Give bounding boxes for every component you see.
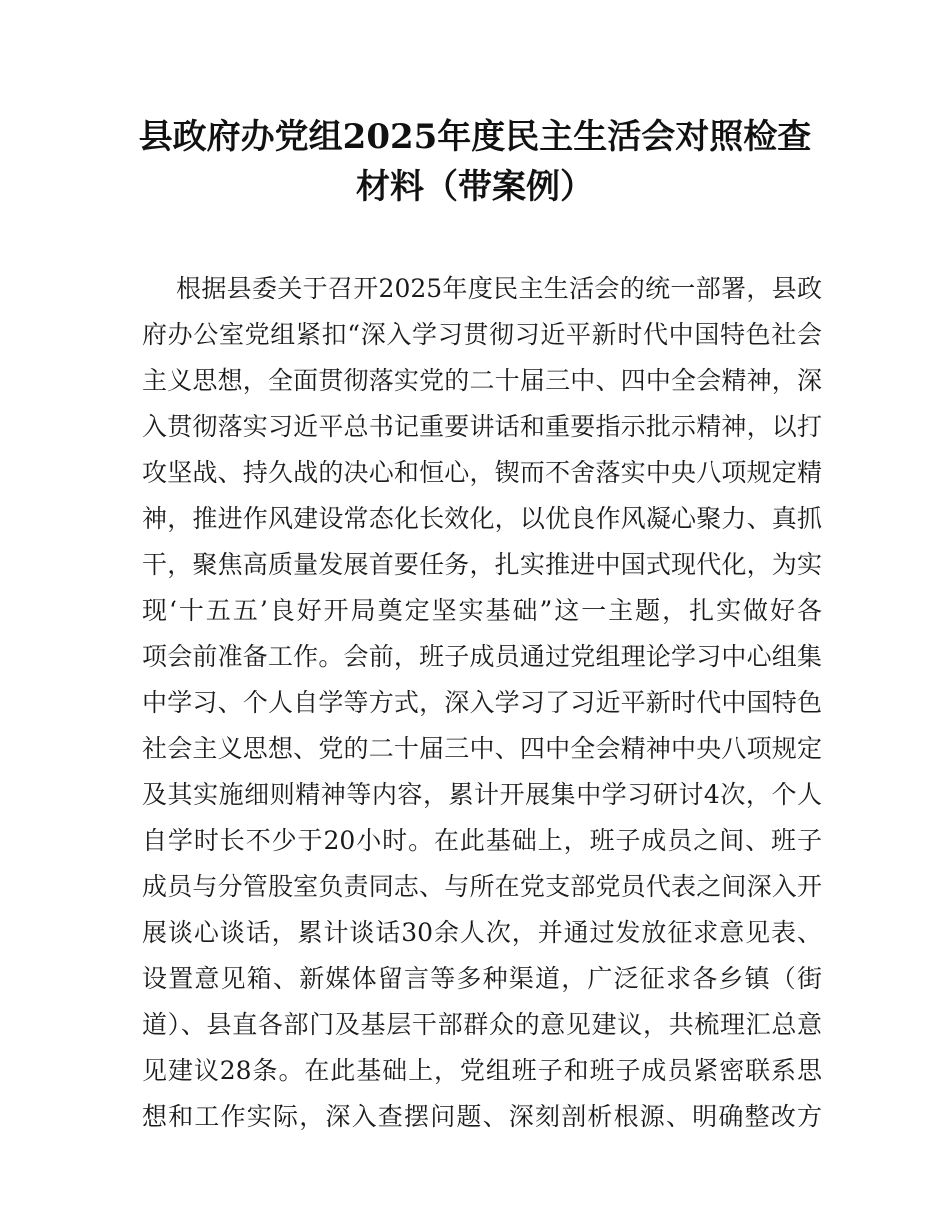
paragraph-line: 现‘十五五’良好开局奠定坚实基础”这一主题，扎实做好各 <box>142 596 822 625</box>
paragraph-line: 及其实施细则精神等内容，累计开展集中学习研讨4次，个人 <box>142 780 822 809</box>
document-title <box>110 112 840 212</box>
paragraph-line: 设置意见箱、新媒体留言等多种渠道，广泛征求各乡镇（街 <box>142 964 822 993</box>
paragraph-line: 自学时长不少于20小时。在此基础上，班子成员之间、班子 <box>142 826 822 855</box>
paragraph-line: 展谈心谈话，累计谈话30余人次，并通过发放征求意见表、 <box>142 918 822 947</box>
paragraph-line: 见建议28条。在此基础上，党组班子和班子成员紧密联系思 <box>142 1056 822 1085</box>
paragraph-line: 府办公室党组紧扣“深入学习贯彻习近平新时代中国特色社会 <box>142 320 822 349</box>
paragraph-line: 根据县委关于召开2025年度民主生活会的统一部署，县政 <box>176 274 822 303</box>
title-line-2: 材料（带案例） <box>356 167 594 207</box>
paragraph-line: 中学习、个人自学等方式，深入学习了习近平新时代中国特色 <box>142 688 822 717</box>
body-paragraph <box>142 266 822 1140</box>
paragraph-line: 道）、县直各部门及基层干部群众的意见建议，共梳理汇总意 <box>142 1010 822 1039</box>
paragraph-line: 神，推进作风建设常态化长效化，以优良作风凝心聚力、真抓 <box>142 504 822 533</box>
paragraph-line: 社会主义思想、党的二十届三中、四中全会精神中央八项规定 <box>142 734 822 763</box>
paragraph-line: 项会前准备工作。会前，班子成员通过党组理论学习中心组集 <box>142 642 822 671</box>
paragraph-line: 干，聚焦高质量发展首要任务，扎实推进中国式现代化，为实 <box>142 550 822 579</box>
paragraph-line: 攻坚战、持久战的决心和恒心，锲而不舍落实中央八项规定精 <box>142 458 822 487</box>
paragraph-line: 成员与分管股室负责同志、与所在党支部党员代表之间深入开 <box>142 872 822 901</box>
paragraph-line: 主义思想，全面贯彻落实党的二十届三中、四中全会精神，深 <box>142 366 822 395</box>
title-line-1: 县政府办党组2025年度民主生活会对照检查 <box>138 117 812 157</box>
paragraph-line: 想和工作实际，深入查摆问题、深刻剖析根源、明确整改方 <box>142 1102 822 1131</box>
paragraph-line: 入贯彻落实习近平总书记重要讲话和重要指示批示精神，以打 <box>142 412 822 441</box>
